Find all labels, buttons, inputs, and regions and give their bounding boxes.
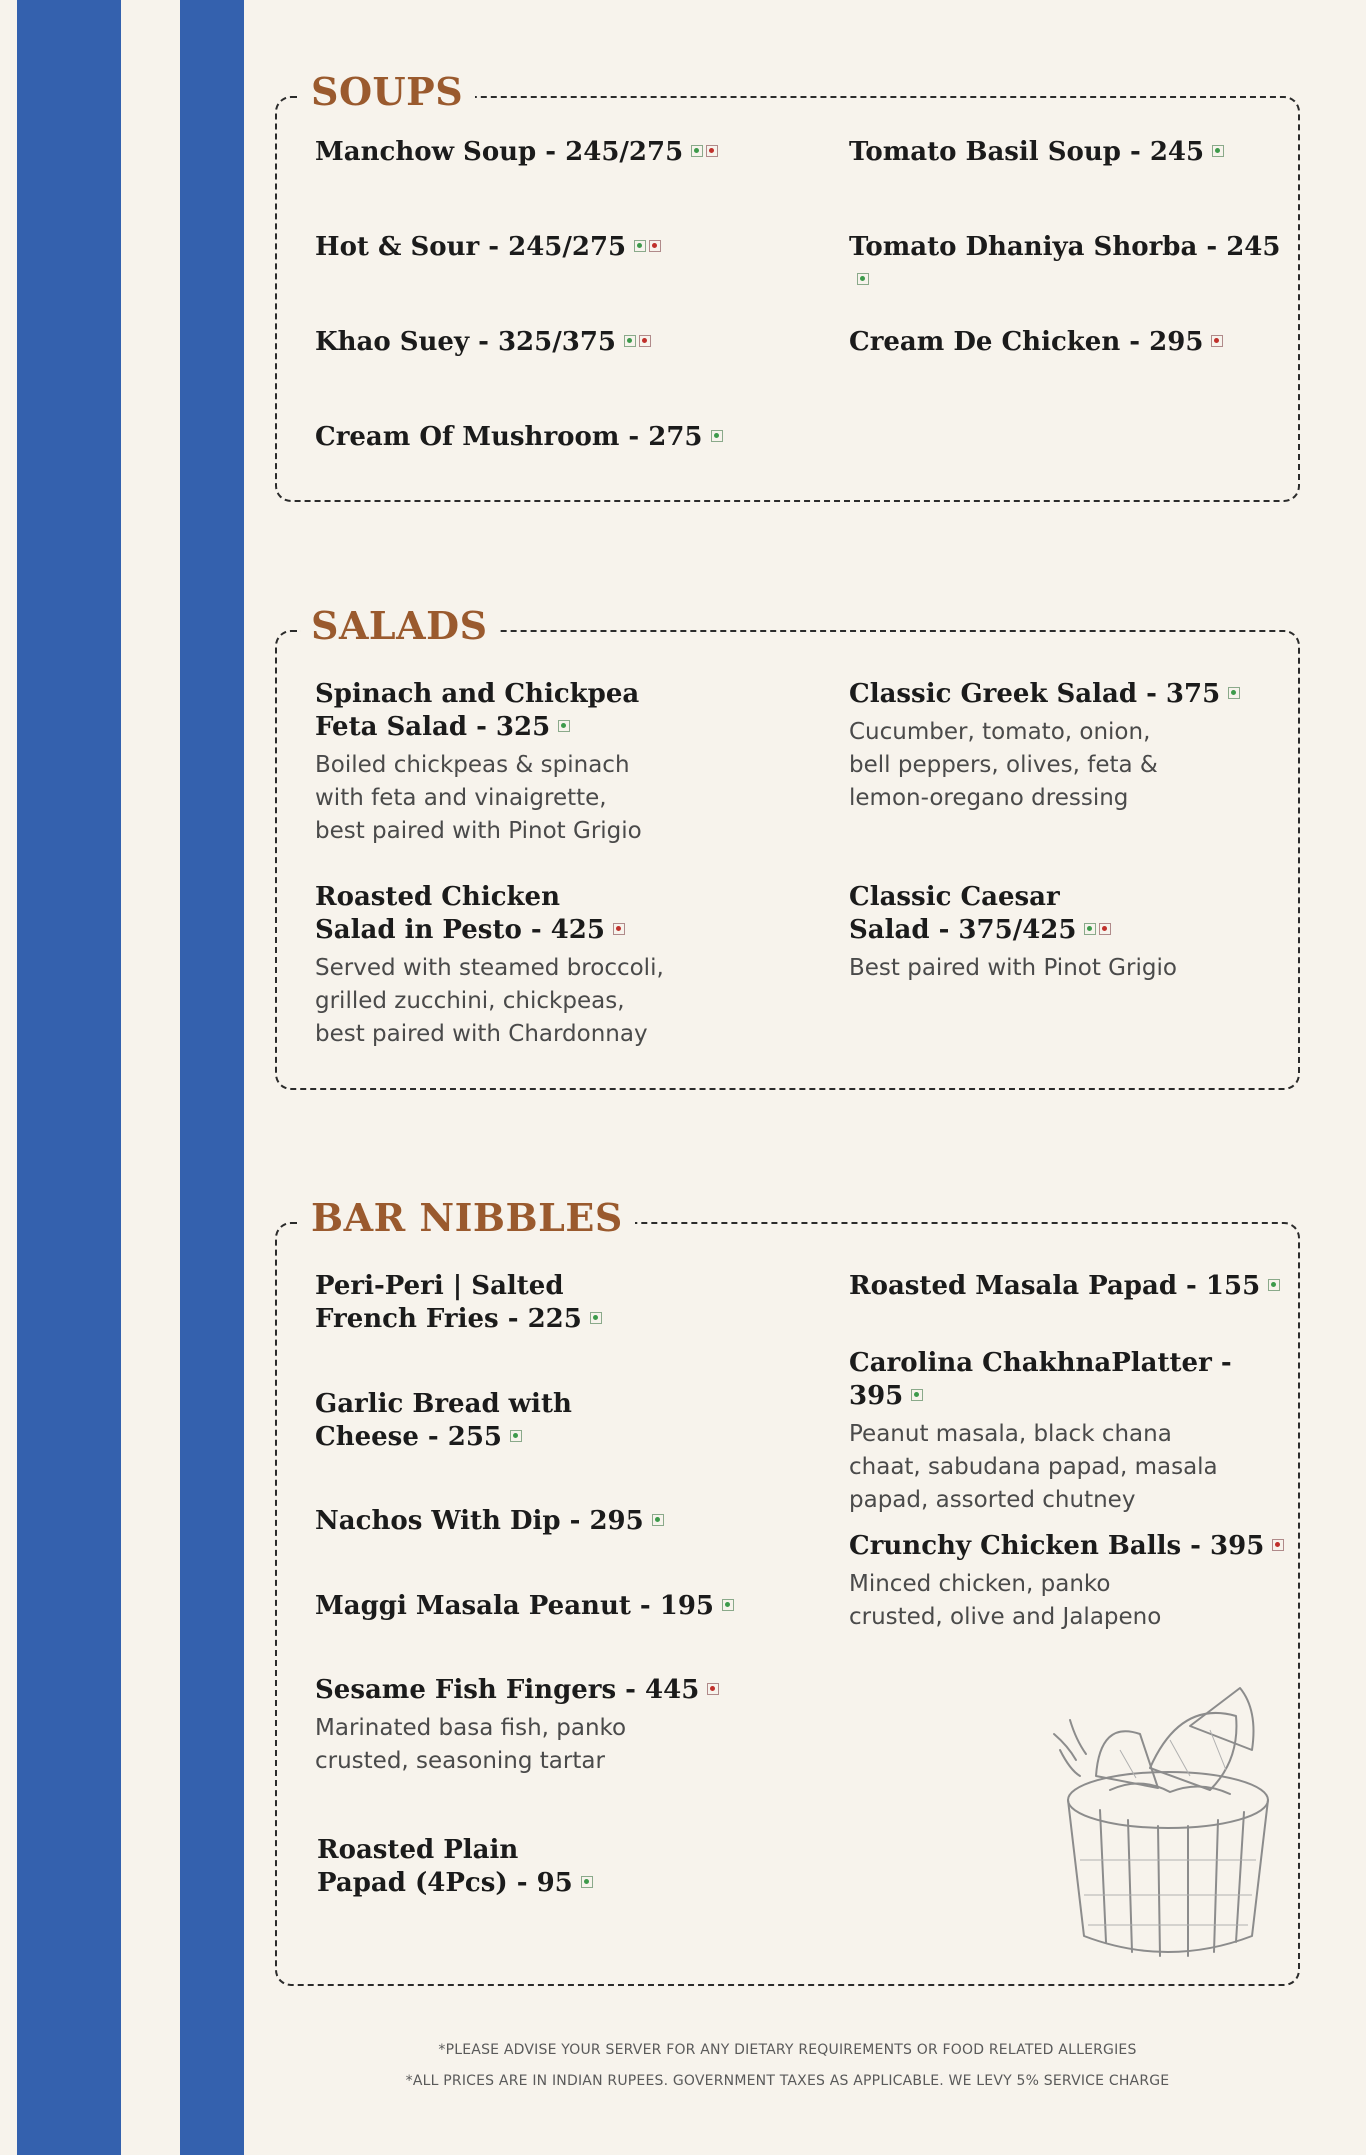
veg-mark-icon bbox=[590, 1312, 602, 1324]
menu-item bbox=[315, 1674, 755, 1778]
menu-item bbox=[315, 136, 755, 170]
left-stripe-inner bbox=[180, 0, 244, 2155]
nonveg-mark-icon bbox=[649, 240, 661, 252]
menu-item bbox=[315, 1270, 755, 1337]
menu-item bbox=[849, 678, 1289, 815]
veg-mark-icon bbox=[1268, 1279, 1280, 1291]
veg-mark-icon bbox=[581, 1876, 593, 1888]
veg-mark-icon bbox=[558, 720, 570, 732]
diet-marks bbox=[911, 1381, 926, 1414]
diet-marks bbox=[558, 712, 573, 745]
nonveg-mark-icon bbox=[706, 145, 718, 157]
menu-item bbox=[315, 231, 755, 265]
nonveg-mark-icon bbox=[639, 335, 651, 347]
menu-item-description: Served with steamed broccoli, grilled zucchini, chickpeas, best paired with Chardonnay bbox=[315, 954, 664, 1047]
veg-mark-icon bbox=[652, 1514, 664, 1526]
diet-marks bbox=[590, 1304, 605, 1337]
diet-marks bbox=[691, 137, 721, 170]
diet-marks bbox=[711, 422, 726, 455]
menu-item bbox=[315, 1590, 755, 1624]
diet-marks bbox=[581, 1868, 596, 1901]
nachos-bowl-sketch-icon bbox=[1040, 1680, 1300, 1970]
menu-item-name: Roasted Masala Papad - 155 bbox=[849, 1270, 1289, 1304]
menu-item bbox=[315, 421, 755, 455]
nonveg-mark-icon bbox=[707, 1683, 719, 1695]
menu-item-name: Classic Caesar Salad - 375/425 bbox=[849, 881, 1289, 948]
menu-item bbox=[317, 1834, 757, 1901]
menu-item bbox=[849, 326, 1289, 360]
menu-item-name: Spinach and Chickpea Feta Salad - 325 bbox=[315, 678, 755, 745]
menu-item-name: Carolina ChakhnaPlatter - 395 bbox=[849, 1347, 1289, 1414]
menu-item bbox=[849, 1347, 1289, 1517]
diet-marks bbox=[1212, 137, 1227, 170]
salads-section bbox=[275, 603, 1300, 1090]
veg-mark-icon bbox=[510, 1430, 522, 1442]
menu-item-name: Peri-Peri | Salted French Fries - 225 bbox=[315, 1270, 755, 1337]
diet-marks bbox=[1228, 679, 1243, 712]
diet-marks bbox=[1211, 327, 1226, 360]
diet-marks bbox=[707, 1675, 722, 1708]
menu-item-name: Sesame Fish Fingers - 445 bbox=[315, 1674, 755, 1708]
menu-item-name: Garlic Bread with Cheese - 255 bbox=[315, 1388, 755, 1455]
nonveg-mark-icon bbox=[613, 923, 625, 935]
left-stripe-outer bbox=[17, 0, 121, 2155]
salads-title: SALADS bbox=[301, 598, 500, 654]
menu-item-description: Best paired with Pinot Grigio bbox=[849, 954, 1177, 981]
diet-marks bbox=[722, 1591, 737, 1624]
veg-mark-icon bbox=[857, 273, 869, 285]
menu-item-name: Nachos With Dip - 295 bbox=[315, 1505, 755, 1539]
menu-item-description: Marinated basa fish, panko crusted, seasoning tartar bbox=[315, 1714, 627, 1774]
menu-item-name: Cream De Chicken - 295 bbox=[849, 326, 1289, 360]
menu-item bbox=[315, 1505, 755, 1539]
diet-marks bbox=[1272, 1531, 1287, 1564]
diet-marks bbox=[613, 915, 628, 948]
menu-item-name: Tomato Basil Soup - 245 bbox=[849, 136, 1289, 170]
veg-mark-icon bbox=[911, 1389, 923, 1401]
veg-mark-icon bbox=[624, 335, 636, 347]
nonveg-mark-icon bbox=[1272, 1539, 1284, 1551]
menu-item-description: Boiled chickpeas & spinach with feta and vinaigrette, best paired with Pinot Grigio bbox=[315, 751, 642, 844]
menu-item bbox=[849, 1530, 1289, 1634]
soups-section bbox=[275, 69, 1300, 502]
menu-item-name: Roasted Chicken Salad in Pesto - 425 bbox=[315, 881, 755, 948]
diet-marks bbox=[624, 327, 654, 360]
soups-title: SOUPS bbox=[301, 64, 475, 120]
diet-marks bbox=[857, 265, 872, 298]
nonveg-mark-icon bbox=[1211, 335, 1223, 347]
menu-item-description: Minced chicken, panko crusted, olive and Jalapeno bbox=[849, 1570, 1162, 1630]
menu-item bbox=[315, 326, 755, 360]
menu-item-name: Khao Suey - 325/375 bbox=[315, 326, 755, 360]
menu-item bbox=[849, 881, 1289, 985]
veg-mark-icon bbox=[1084, 923, 1096, 935]
menu-item-name: Cream Of Mushroom - 275 bbox=[315, 421, 755, 455]
veg-mark-icon bbox=[1228, 687, 1240, 699]
footer-price-note: *ALL PRICES ARE IN INDIAN RUPEES. GOVERNMENT TAXES AS APPLICABLE. WE LEVY 5% SERVICE CHARGE bbox=[405, 2073, 1170, 2089]
menu-item bbox=[849, 136, 1289, 170]
menu-item-name: Hot & Sour - 245/275 bbox=[315, 231, 755, 265]
footer-allergy-note: *PLEASE ADVISE YOUR SERVER FOR ANY DIETARY REQUIREMENTS OR FOOD RELATED ALLERGIES bbox=[438, 2042, 1137, 2058]
diet-marks bbox=[652, 1506, 667, 1539]
menu-item bbox=[315, 1388, 755, 1455]
menu-item bbox=[315, 881, 755, 1051]
menu-item bbox=[849, 231, 1289, 298]
menu-item-name: Manchow Soup - 245/275 bbox=[315, 136, 755, 170]
veg-mark-icon bbox=[691, 145, 703, 157]
menu-item-name: Maggi Masala Peanut - 195 bbox=[315, 1590, 755, 1624]
veg-mark-icon bbox=[634, 240, 646, 252]
menu-item bbox=[315, 678, 755, 848]
menu-item-name: Classic Greek Salad - 375 bbox=[849, 678, 1289, 712]
nonveg-mark-icon bbox=[1099, 923, 1111, 935]
menu-item-name: Crunchy Chicken Balls - 395 bbox=[849, 1530, 1289, 1564]
menu-item-description: Peanut masala, black chana chaat, sabudana papad, masala papad, assorted chutney bbox=[849, 1420, 1218, 1513]
diet-marks bbox=[510, 1422, 525, 1455]
menu-item-description: Cucumber, tomato, onion, bell peppers, olives, feta & lemon-oregano dressing bbox=[849, 718, 1158, 811]
diet-marks bbox=[634, 232, 664, 265]
veg-mark-icon bbox=[722, 1599, 734, 1611]
bar-nibbles-title: BAR NIBBLES bbox=[301, 1190, 635, 1246]
diet-marks bbox=[1084, 915, 1114, 948]
menu-item-name: Roasted Plain Papad (4Pcs) - 95 bbox=[317, 1834, 757, 1901]
menu-item bbox=[849, 1270, 1289, 1304]
veg-mark-icon bbox=[711, 430, 723, 442]
menu-item-name: Tomato Dhaniya Shorba - 245 bbox=[849, 231, 1289, 298]
diet-marks bbox=[1268, 1271, 1283, 1304]
veg-mark-icon bbox=[1212, 145, 1224, 157]
